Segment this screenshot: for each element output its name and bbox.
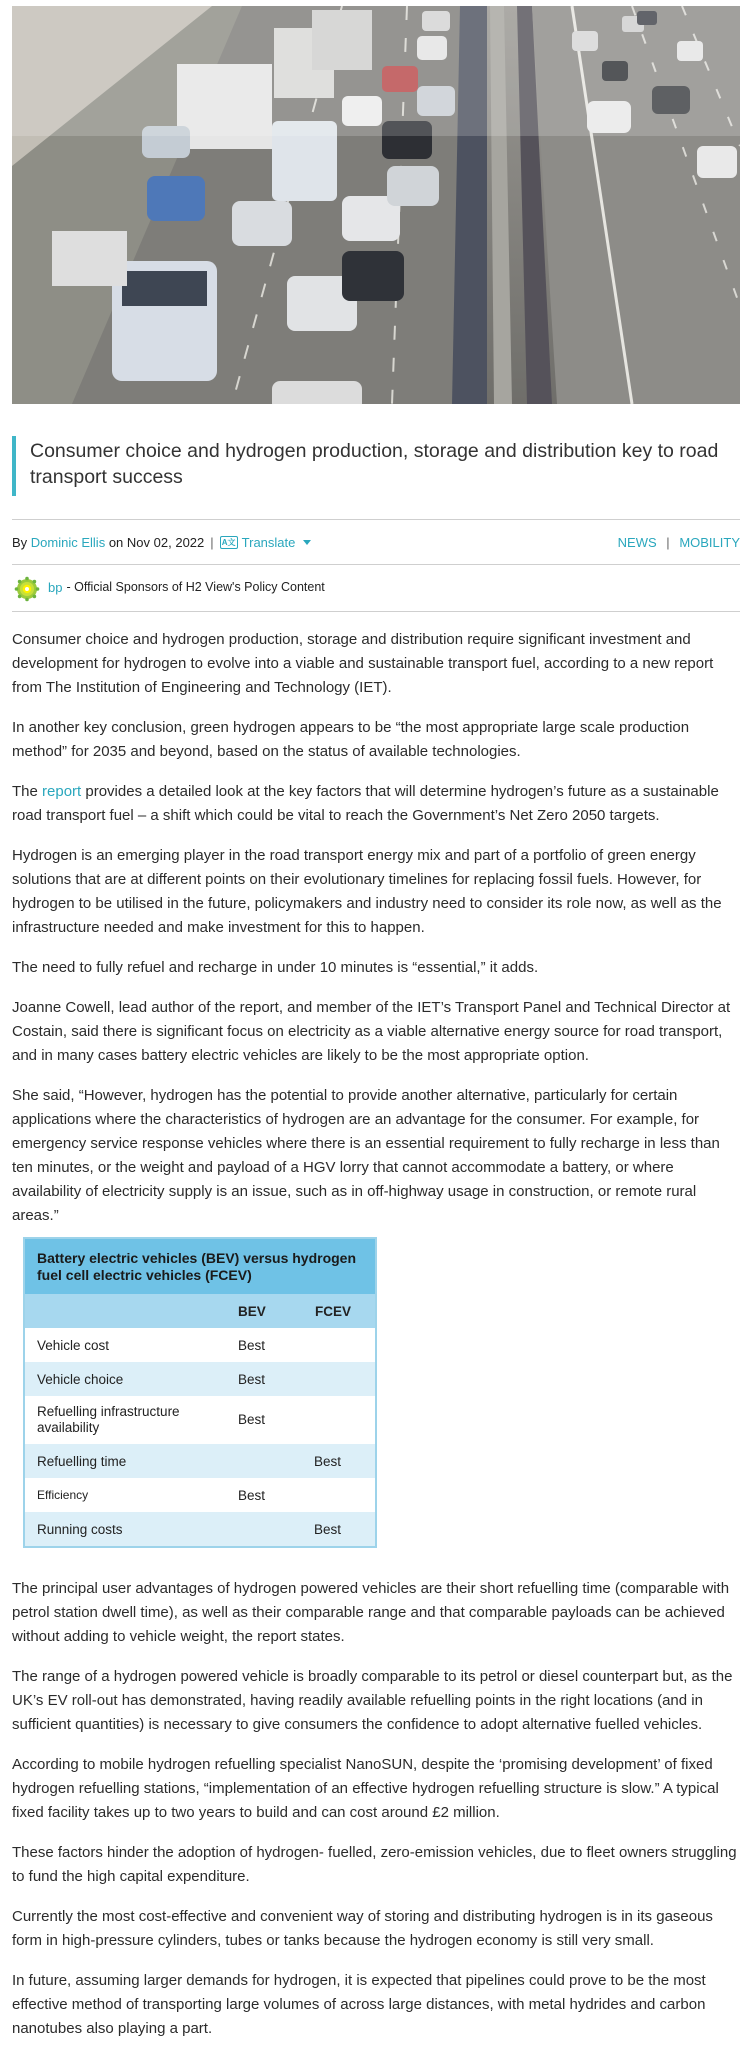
paragraph: She said, “However, hydrogen has the potential to provide another alternative, particularly for certain applications where the characteristics of hydrogen are an advantage for the consumer. For example, for emergency service response vehicles where there is an essential requirement to fully recharge in less than ten minutes, or the weight and payload of a HGV lorry that cannot accommodate a battery, or where availability of electricity supply is an issue, such as in off-highway usage in construction, or remote rural areas.” <box>12 1087 720 1224</box>
row-fcev <box>314 1478 375 1512</box>
table-row <box>25 1478 375 1512</box>
table-row <box>25 1444 375 1478</box>
row-bev: Best <box>238 1337 266 1353</box>
article-body-continued <box>12 1577 740 2057</box>
table-header-bev: BEV <box>238 1294 314 1328</box>
row-bev: Best <box>238 1412 266 1427</box>
row-label: Vehicle cost <box>37 1337 110 1353</box>
sponsor-text: - Official Sponsors of H2 View's Policy Content <box>66 580 325 594</box>
category-mobility[interactable]: MOBILITY <box>679 534 740 550</box>
row-bev <box>238 1512 314 1546</box>
table-header-row <box>25 1294 375 1328</box>
article-body <box>12 628 740 1244</box>
translate-icon: A文 <box>220 536 238 549</box>
row-label: Refuelling infrastructure availability <box>37 1404 180 1435</box>
report-after: provides a detailed look at the key factors that will determine hydrogen’s future as a sustainable road transport fuel – a shift which could be vital to reach the Government’s Net Zero 2050 targets. <box>12 783 719 824</box>
row-fcev <box>314 1362 375 1396</box>
paragraph: According to mobile hydrogen refuelling specialist NanoSUN, despite the ‘promising development’ of fixed hydrogen refuelling stations, “implementation of an effective hydrogen refuelling structure is slow.” A typical fixed facility takes up to two years to build and can cost around £2 million. <box>12 1756 719 1821</box>
report-before: The <box>12 783 43 800</box>
row-label: Running costs <box>25 1512 238 1546</box>
table-row <box>25 1362 375 1396</box>
category-divider: | <box>666 534 670 550</box>
sponsor-bar <box>12 563 740 612</box>
paragraph: Consumer choice and hydrogen production, storage and distribution require significant investment and development for hydrogen to evolve into a viable and sustainable transport fuel, according to a new report from The Institution of Engineering and Technology (IET). <box>12 631 714 696</box>
table-row <box>25 1328 375 1362</box>
sponsor-name[interactable]: bp <box>48 579 63 595</box>
paragraph-report <box>12 780 740 828</box>
traffic-photo <box>12 6 740 404</box>
by-label: By <box>12 534 28 550</box>
category-news[interactable]: NEWS <box>617 534 657 550</box>
row-fcev <box>314 1396 375 1444</box>
report-link[interactable]: report <box>42 783 82 800</box>
table-row <box>25 1396 375 1444</box>
paragraph: Joanne Cowell, lead author of the report, and member of the IET’s Transport Panel and Technical Director at Costain, said there is significant focus on electricity as a viable alternative energy source for road transport, and in many cases battery electric vehicles are likely to be the most appropriate option. <box>12 999 731 1064</box>
paragraph: The principal user advantages of hydrogen powered vehicles are their short refuelling time (comparable with petrol station dwell time), as well as their comparable range and that comparable payloads can be achieved without adding to vehicle weight, the report states. <box>12 1580 730 1645</box>
table-header-label <box>25 1294 238 1328</box>
chevron-down-icon <box>303 540 311 545</box>
row-fcev: Best <box>314 1512 375 1546</box>
on-label: on <box>108 534 124 550</box>
table-grid <box>25 1294 375 1546</box>
translate-label: Translate <box>241 534 296 550</box>
row-fcev <box>314 1328 375 1362</box>
paragraph: The range of a hydrogen powered vehicle is broadly comparable to its petrol or diesel counterpart but, as the UK’s EV roll-out has demonstrated, having readily available refuelling points in the right locations (and in sufficient quantities) is necessary to give consumers the confidence to adopt alternative fuelled vehicles. <box>12 1668 733 1733</box>
row-label: Vehicle choice <box>25 1362 238 1396</box>
paragraph: In another key conclusion, green hydrogen appears to be “the most appropriate large scale production method” for 2035 and beyond, based on the status of available technologies. <box>12 719 690 760</box>
row-bev: Best <box>238 1362 314 1396</box>
bp-logo-icon[interactable] <box>12 572 42 602</box>
byline <box>12 535 311 550</box>
author-link[interactable]: Dominic Ellis <box>30 534 106 550</box>
paragraph: Hydrogen is an emerging player in the road transport energy mix and part of a portfolio of green energy solutions that are at different points on their evolutionary timelines for replacing fossil fuels. However, for hydrogen to be utilised in the future, policymakers and industry need to consider its role now, as well as the infrastructure needed and make investment for this to happen. <box>12 847 722 936</box>
paragraph: Currently the most cost-effective and convenient way of storing and distributing hydrogen is in its gaseous form in high-pressure cylinders, tubes or tanks because the hydrogen economy is still very small. <box>12 1908 713 1949</box>
table-header-fcev: FCEV <box>314 1294 375 1328</box>
comparison-table <box>23 1237 377 1548</box>
row-label: Refuelling time <box>25 1444 238 1478</box>
paragraph: In future, assuming larger demands for hydrogen, it is expected that pipelines could prove to be the most effective method of transporting large volumes of across large distances, with metal hydrides and carbon nanotubes also playing a part. <box>12 1972 706 2037</box>
paragraph: These factors hinder the adoption of hydrogen- fuelled, zero-emission vehicles, due to fleet owners struggling to fund the high capital expenditure. <box>12 1844 737 1885</box>
paragraph: The need to fully refuel and recharge in under 10 minutes is “essential,” it adds. <box>12 959 539 976</box>
row-bev <box>238 1444 314 1478</box>
category-links <box>618 535 740 550</box>
row-bev: Best <box>238 1487 266 1503</box>
row-fcev: Best <box>314 1444 375 1478</box>
article-meta <box>12 519 740 565</box>
article-headline: Consumer choice and hydrogen production, storage and distribution key to road transport success <box>12 436 746 496</box>
row-label: Efficiency <box>37 1488 89 1502</box>
table-title: Battery electric vehicles (BEV) versus hydrogen fuel cell electric vehicles (FCEV) <box>25 1239 375 1294</box>
hero-image <box>12 6 740 404</box>
translate-button[interactable] <box>220 535 312 550</box>
meta-divider: | <box>210 534 214 550</box>
publish-date: Nov 02, 2022 <box>126 534 205 550</box>
table-row <box>25 1512 375 1546</box>
